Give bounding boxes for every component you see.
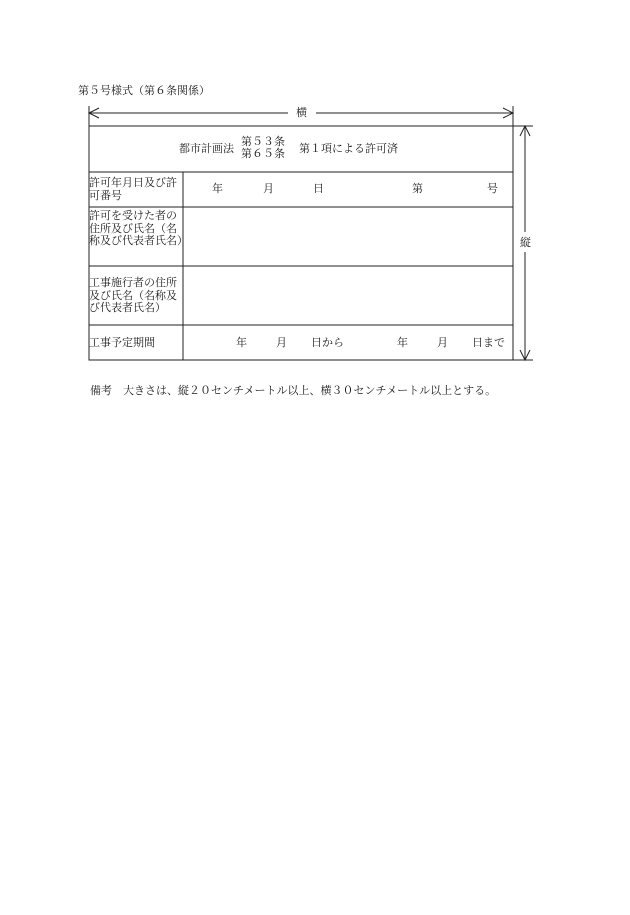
header-suffix: 第１項による許可済 [299,142,398,155]
schedule-month-to: 月 [437,336,448,349]
schedule-month-from: 月 [276,336,287,349]
header-article-bottom: 第６５条 [241,147,285,160]
schedule-year-from: 年 [236,336,247,349]
permit-number-prefix: 第 [412,182,423,195]
permittee-label: 許可を受けた者の住所及び氏名（名称及び代表者氏名） [89,209,188,247]
schedule-day-from: 日から [311,336,344,349]
permit-month-unit: 月 [263,182,274,195]
permit-date-label: 許可年月日及び許可番号 [89,176,177,202]
header-prefix: 都市計画法 [179,142,234,155]
schedule-label: 工事予定期間 [89,336,155,349]
permit-year-unit: 年 [212,182,223,195]
schedule-day-to: 日まで [472,336,505,349]
width-label: 横 [296,106,307,119]
header-article-top: 第５３条 [241,135,285,148]
size-note: 備考 大きさは、縦２０センチメートル以上、横３０センチメートル以上とする。 [90,384,497,397]
form-title: 第５号様式（第６条関係） [78,84,210,97]
height-label: 縦 [520,236,531,249]
schedule-year-to: 年 [397,336,408,349]
permit-number-suffix: 号 [487,182,498,195]
contractor-label: 工事施行者の住所及び氏名（名称及び代表者氏名） [89,276,177,314]
permit-day-unit: 日 [313,182,324,195]
